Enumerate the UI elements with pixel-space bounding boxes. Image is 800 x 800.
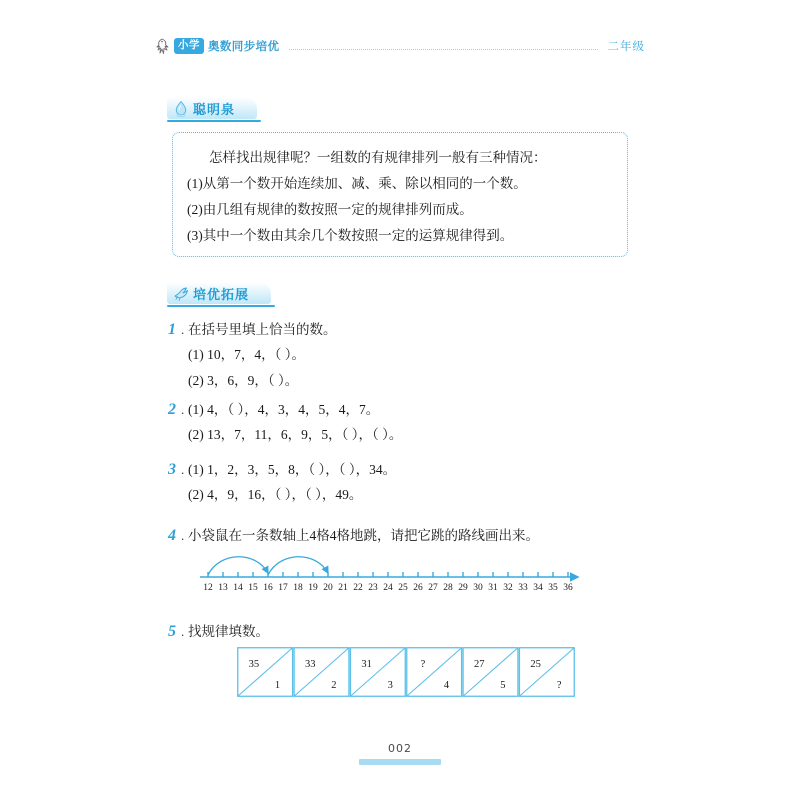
number-line-tick-label: 23	[368, 583, 378, 593]
exercise-number-dot: .	[181, 322, 185, 337]
number-line-figure	[196, 545, 586, 593]
exercise-item-3	[168, 458, 638, 508]
header-grade: 二年级	[607, 39, 645, 53]
concept-box	[172, 132, 628, 257]
exercise-item-5	[168, 620, 638, 644]
number-line-tick-label: 24	[383, 583, 393, 593]
exercise-number-dot: .	[181, 624, 185, 639]
triangle-cell-top-value: 27	[473, 659, 485, 670]
exercise-number: 5	[168, 623, 176, 640]
exercise-prompt: 找规律填数。	[188, 624, 269, 639]
header-title: 奥数同步培优	[208, 39, 280, 53]
triangle-table	[237, 647, 575, 699]
section-tab-exercises	[167, 281, 271, 305]
number-line-tick-label: 25	[398, 583, 408, 593]
number-line-tick-label: 29	[458, 583, 468, 593]
number-line-tick-label: 12	[203, 583, 213, 593]
number-line-tick-label: 28	[443, 583, 453, 593]
number-line-tick-label: 32	[503, 583, 513, 593]
dove-icon	[173, 285, 189, 302]
triangle-table-diagonal	[463, 648, 517, 696]
bird-logo-icon	[155, 38, 170, 55]
triangle-cell-top-value: 31	[361, 659, 372, 670]
triangle-cell-top-value: 33	[304, 659, 316, 670]
number-line-tick-label: 26	[413, 583, 423, 593]
number-line-tick-label: 33	[518, 583, 528, 593]
number-line-svg	[196, 545, 586, 593]
number-line-tick-label: 14	[233, 583, 243, 593]
triangle-table-diagonal	[520, 648, 574, 696]
triangle-cell-bottom-value: 2	[331, 680, 337, 691]
number-line-ticks	[203, 572, 573, 593]
header-badge: 小学	[174, 38, 204, 53]
page-number: 002	[388, 742, 412, 755]
number-line-tick-label: 20	[323, 583, 333, 593]
number-line-tick-label: 34	[533, 583, 543, 593]
concept-line: 怎样找出规律呢？一组数的有规律排列一般有三种情况：	[209, 150, 547, 165]
triangle-table-diagonal	[238, 648, 292, 696]
triangle-cell-bottom-value: 4	[443, 680, 450, 691]
header-dotted-rule	[289, 48, 597, 50]
triangle-table-diagonal	[407, 648, 461, 696]
triangle-table-svg	[237, 647, 575, 699]
exercise-number-dot: .	[181, 462, 185, 477]
number-line-tick-label: 35	[548, 583, 558, 593]
exercise-prompt-row	[168, 318, 638, 342]
exercise-prompt-row	[168, 458, 638, 482]
triangle-table-diagonal	[351, 648, 405, 696]
number-line-tick-label: 15	[248, 583, 258, 593]
concept-line: (3)其中一个数由其余几个数按照一定的运算规律得到。	[187, 228, 514, 243]
exercise-number: 1	[168, 321, 176, 338]
running-header	[155, 33, 645, 59]
triangle-cell-bottom-value: 3	[387, 680, 393, 691]
number-line-tick-label: 16	[263, 583, 273, 593]
number-line-tick-label: 21	[338, 583, 348, 593]
number-line-tick-label: 18	[293, 583, 303, 593]
exercise-number: 2	[168, 401, 176, 418]
exercise-item-1	[168, 318, 638, 394]
section-tab-concept	[167, 96, 257, 120]
exercise-subitem: (1) 10，7，4，（ ）。	[188, 347, 305, 362]
number-line-tick-label: 27	[428, 583, 438, 593]
exercise-prompt: 在括号里填上恰当的数。	[188, 322, 337, 337]
exercise-subitem: (2) 4，9，16，（ ），（ ），49。	[188, 487, 363, 502]
number-line-tick-label: 17	[278, 583, 288, 593]
exercise-item-2	[168, 398, 638, 448]
exercise-prompt: 小袋鼠在一条数轴上4格4格地跳，请把它跳的路线画出来。	[188, 528, 539, 543]
number-line-tick-label: 22	[353, 583, 363, 593]
exercise-subitem: (2) 3，6，9，（ ）。	[188, 373, 299, 388]
number-line-tick-label: 30	[473, 583, 483, 593]
exercise-number: 4	[168, 527, 176, 544]
triangle-cell-bottom-value: 5	[500, 680, 506, 691]
number-line-tick-label: 36	[563, 583, 573, 593]
page-footer	[0, 742, 800, 765]
section-tab-concept-label: 聪明泉	[193, 102, 236, 118]
exercise-number: 3	[168, 461, 176, 478]
number-line-tick-label: 13	[218, 583, 228, 593]
number-line-tick-label: 19	[308, 583, 318, 593]
exercise-subitem: (1) 1，2，3，5，8，（ ），（ ），34。	[188, 462, 397, 477]
exercise-subitem: (2) 13，7，11，6，9，5，（ ），（ ）。	[188, 427, 403, 442]
exercise-number-dot: .	[181, 528, 185, 543]
triangle-cell-top-value: 35	[248, 659, 260, 670]
triangle-table-diagonal	[294, 648, 348, 696]
triangle-cell-top-value: ?	[420, 659, 426, 670]
exercise-prompt-row	[168, 620, 638, 644]
exercise-subitem: (1) 4，（ ），4，3，4，5，4，7。	[188, 402, 380, 417]
exercise-number-dot: .	[181, 402, 185, 417]
triangle-cell-top-value: 25	[530, 659, 541, 670]
exercise-prompt-row	[168, 398, 638, 422]
section-tab-exercises-label: 培优拓展	[193, 287, 250, 303]
concept-line: (1)从第一个数开始连续加、减、乘、除以相同的一个数。	[187, 176, 527, 191]
footer-bar	[359, 759, 441, 765]
number-line-jumps	[208, 557, 328, 575]
number-line-tick-label: 31	[488, 583, 498, 593]
triangle-cell-bottom-value: ?	[556, 680, 562, 691]
water-drop-icon	[173, 100, 189, 117]
concept-line: (2)由几组有规律的数按照一定的规律排列而成。	[187, 202, 473, 217]
triangle-cell-bottom-value: 1	[274, 680, 281, 691]
